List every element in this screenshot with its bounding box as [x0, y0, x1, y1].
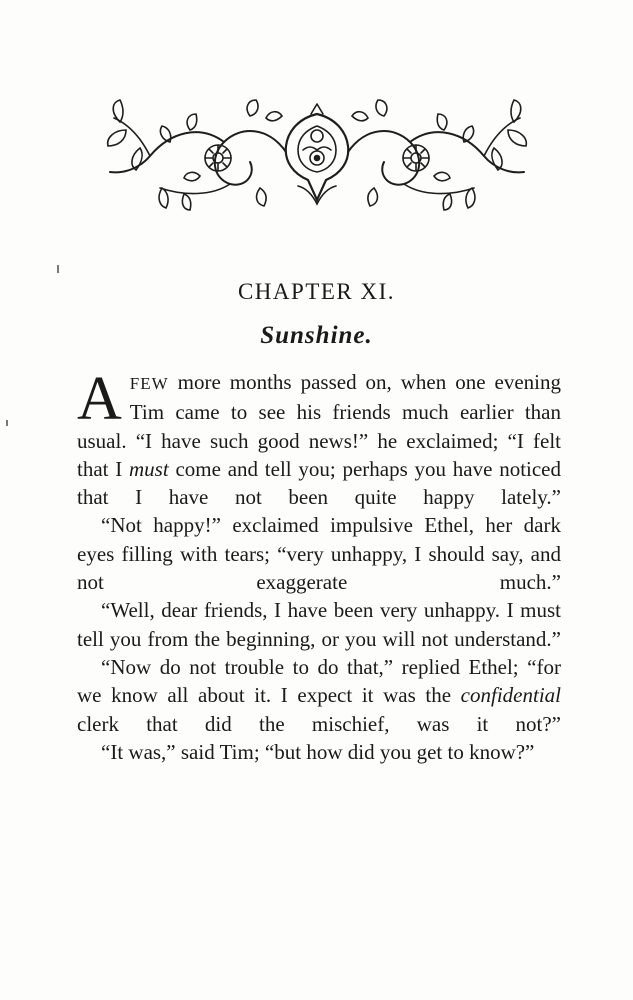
paragraph — [77, 596, 561, 653]
chapter-heading: CHAPTER XI. — [237, 279, 396, 304]
paragraph-text: “It was,” said Tim; “but how did you get to know?” — [101, 739, 535, 764]
paragraph-text: “Not happy!” exclaimed impulsive Ethel, her dark eyes filling with tears; “very unhappy, I should say, and not exaggerate much.” — [77, 513, 561, 595]
paragraph — [77, 653, 561, 738]
paragraph-text: “Well, dear friends, I have been very unhappy. I must tell you from the beginning, or you will not understand.” — [77, 598, 561, 651]
paragraph — [77, 738, 561, 766]
paragraph — [77, 365, 562, 511]
margin-mark — [57, 265, 59, 273]
emphasis-text: must — [129, 456, 169, 481]
chapter-body-text — [77, 365, 562, 766]
floral-headpiece-icon — [100, 96, 534, 212]
paragraph-text: more months passed on, when one evening Tim came to see his friends much earlier than usual. “I have such good news!” he exclaimed; “I felt that I — [77, 370, 561, 481]
emphasis-text: confidential — [460, 683, 561, 708]
drop-cap: A — [77, 365, 122, 433]
paragraph-text: come and tell you; perhaps you have noticed that I have not been quite happy lately.” — [77, 456, 562, 510]
margin-mark — [6, 420, 8, 426]
small-caps-word: FEW — [129, 374, 169, 393]
paragraph-text: clerk that did the mischief, was it not?” — [77, 711, 561, 736]
paragraph — [77, 511, 561, 596]
paragraph-text: “Now do not trouble to do that,” replied Ethel; “for we know all about it. I expect it was the — [77, 654, 561, 708]
chapter-title: Sunshine. — [260, 322, 373, 349]
